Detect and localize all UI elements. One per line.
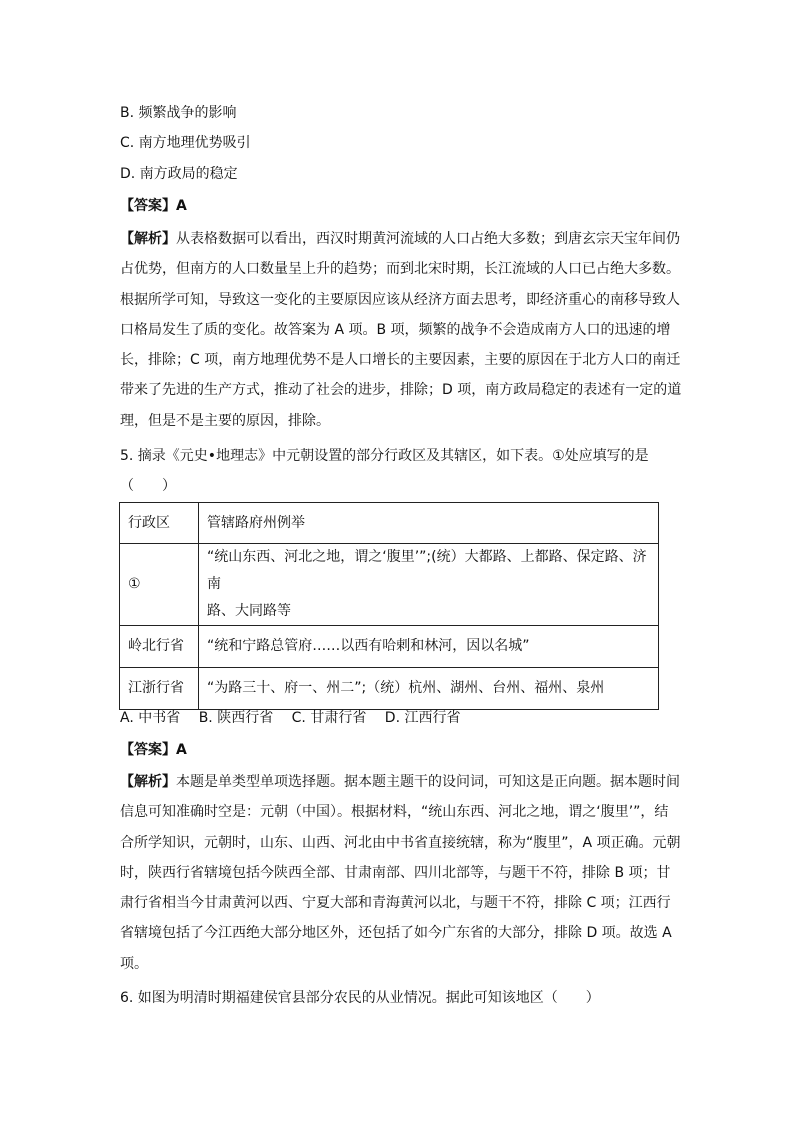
q5-option-b: B. 陕西行省 [198, 710, 274, 726]
table-row [120, 544, 659, 626]
table-row [120, 626, 659, 668]
table-row [120, 668, 659, 710]
q5-analysis [120, 767, 681, 979]
table-cell-content [199, 544, 659, 626]
table-cell-region: 岭北行省 [120, 626, 199, 668]
q4-analysis-line: 根据所学可知，导致这一变化的主要原因应该从经济方面去思考，即经济重心的南移导致人 [120, 291, 680, 308]
q5-admin-table [119, 502, 659, 710]
q4-option-c: C. 南方地理优势吸引 [120, 135, 251, 151]
q5-analysis-line: 信息可知准确时空是：元朝（中国）。根据材料，“统山东西、河北之地，谓之‘腹里’”，结 [120, 804, 669, 821]
q5-analysis-line: 肃行省相当今甘肃黄河以西、宁夏大部和青海黄河以北，与题干不符，排除 C 项；江西行 [120, 895, 671, 912]
q5-options [120, 708, 474, 728]
q5-stem: 5. 摘录《元史•地理志》中元朝设置的部分行政区及其辖区，如下表。①处应填写的是 [120, 448, 649, 464]
q4-analysis-line: 长，排除；C 项，南方地理优势不是人口增长的主要因素，主要的原因在于北方人口的南迁 [120, 352, 681, 369]
q4-analysis-line: 占优势，但南方的人口数量呈上升的趋势；而到北宋时期，长江流域的人口已占绝大多数。 [120, 261, 680, 278]
q5-option-c: C. 甘肃行省 [291, 710, 367, 726]
table-cell-line: “统山东西、河北之地，谓之‘腹里’”;(统）大都路、上都路、保定路、济南 [207, 549, 647, 592]
q5-analysis-line: 项。 [120, 955, 148, 972]
q4-analysis-line: 从表格数据可以看出，西汉时期黄河流域的人口占绝大多数；到唐玄宗天宝年间仍 [176, 231, 680, 247]
table-cell-region: ① [120, 544, 199, 626]
q4-analysis-line: 带来了先进的生产方式，推动了社会的进步，排除；D 项，南方政局稳定的表述有一定的道 [120, 382, 682, 399]
q4-option-b: B. 频繁战争的影响 [120, 105, 237, 121]
table-cell-line: 路、大同路等 [207, 603, 291, 619]
q5-answer: 【答案】A [120, 742, 187, 758]
q4-analysis-line: 理，但是不是主要的原因，排除。 [120, 412, 330, 429]
q5-analysis-line: 本题是单类型单项选择题。据本题主题干的设问词，可知这是正向题。据本题时间 [176, 774, 680, 790]
q5-option-d: D. 江西行省 [384, 710, 461, 726]
table-cell-region: 江浙行省 [120, 668, 199, 710]
q4-option-d: D. 南方政局的稳定 [120, 166, 238, 182]
q4-analysis [120, 224, 682, 436]
q4-analysis-label: 【解析】 [120, 231, 176, 247]
q5-analysis-line: 时，陕西行省辖境包括今陕西全部、甘肃南部、四川北部等，与题干不符，排除 B 项；甘 [120, 864, 671, 881]
table-header-row [120, 503, 659, 544]
q5-analysis-label: 【解析】 [120, 774, 176, 790]
q4-answer: 【答案】A [120, 198, 187, 214]
q5-analysis-line: 省辖境包括了今江西绝大部分地区外，还包括了如今广东省的大部分，排除 D 项。故选 A [120, 925, 672, 942]
table-header-cell: 行政区 [120, 503, 199, 544]
q5-analysis-line: 合所学知识，元朝时，山东、山西、河北由中书省直接统辖，称为“腹里”，A 项正确。元朝 [120, 834, 681, 851]
q5-option-a: A. 中书省 [120, 710, 181, 726]
q5-blank: （ ） [120, 478, 176, 494]
q6-stem: 6. 如图为明清时期福建侯官县部分农民的从业情况。据此可知该地区（ ） [120, 990, 600, 1006]
q4-analysis-line: 口格局发生了质的变化。故答案为 A 项。B 项，频繁的战争不会造成南方人口的迅速的增 [120, 321, 671, 338]
table-header-cell: 管辖路府州例举 [199, 503, 659, 544]
table-cell-content: “为路三十、府一、州二”;（统）杭州、湖州、台州、福州、泉州 [199, 668, 659, 710]
table-cell-content: “统和宁路总管府……以西有哈剌和林河，因以名城” [199, 626, 659, 668]
